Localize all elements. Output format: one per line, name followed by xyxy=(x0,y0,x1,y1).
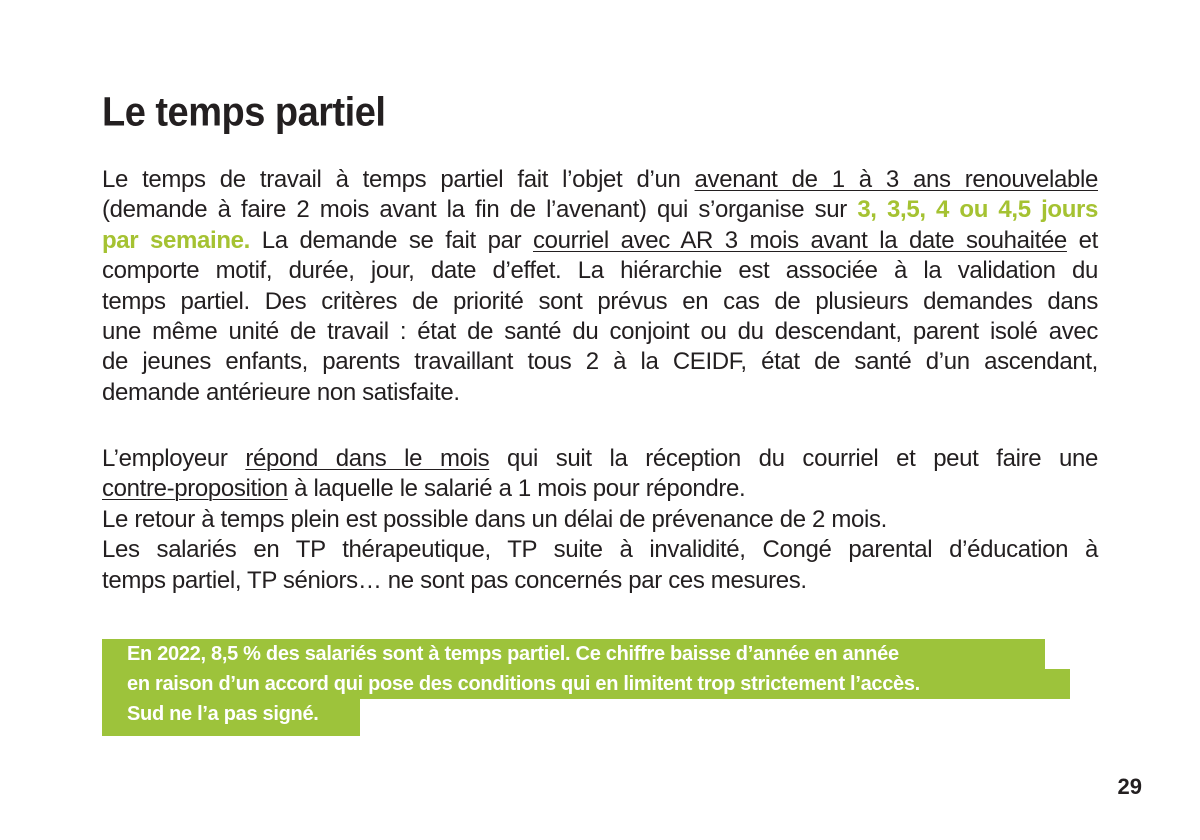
text-line: de jeunes enfants, parents travaillant tous 2 à la CEIDF, état de santé d’un ascendant, xyxy=(102,348,1098,376)
highlight-line: en raison d’un accord qui pose des conditions qui en limitent trop strictement l’accès. xyxy=(102,669,1070,699)
text-line: une même unité de travail : état de santé du conjoint ou du descendant, parent isolé avec xyxy=(102,318,1098,346)
paragraph-employer-response xyxy=(102,444,1098,596)
underlined-text: répond dans le mois xyxy=(245,445,490,472)
highlighted-per-week: par semaine. xyxy=(102,226,250,254)
page-number: 29 xyxy=(1117,774,1142,799)
page-title: Le temps partiel xyxy=(102,90,386,136)
text-line: temps partiel, TP séniors… ne sont pas concernés par ces mesures. xyxy=(102,566,807,594)
paragraph-part-time-terms xyxy=(102,165,1098,408)
underlined-text: courriel avec AR 3 mois avant la date souhaitée xyxy=(533,226,1067,254)
text-line: Les salariés en TP thérapeutique, TP suite à invalidité, Congé parental d’éducation à xyxy=(102,536,1098,564)
text-line: contre-proposition à laquelle le salarié a 1 mois pour répondre. xyxy=(102,475,746,503)
text-line: Le temps de travail à temps partiel fait l’objet d’un avenant de 1 à 3 ans renouvelable xyxy=(102,166,1098,193)
underlined-text: contre-proposition xyxy=(102,475,288,503)
highlighted-days: 3, 3,5, 4 ou 4,5 jours xyxy=(857,196,1098,224)
text-line: (demande à faire 2 mois avant la fin de l’avenant) qui s’organise sur 3, 3,5, 4 ou 4,5 jours xyxy=(102,196,1098,224)
text-line: par semaine. La demande se fait par courriel avec AR 3 mois avant la date souhaitée et xyxy=(102,226,1098,254)
highlight-line: Sud ne l’a pas signé. xyxy=(102,699,360,736)
text-line: demande antérieure non satisfaite. xyxy=(102,378,460,406)
text-line: temps partiel. Des critères de priorité sont prévus en cas de plusieurs demandes dans xyxy=(102,287,1098,315)
text-line: L’employeur répond dans le mois qui suit la réception du courriel et peut faire une xyxy=(102,445,1098,472)
highlight-line: En 2022, 8,5 % des salariés sont à temps partiel. Ce chiffre baisse d’année en année xyxy=(102,639,1045,669)
text-line: comporte motif, durée, jour, date d’effet. La hiérarchie est associée à la validation du xyxy=(102,257,1098,285)
text-line: Le retour à temps plein est possible dans un délai de prévenance de 2 mois. xyxy=(102,505,887,533)
underlined-text: avenant de 1 à 3 ans renouvelable xyxy=(694,166,1098,193)
